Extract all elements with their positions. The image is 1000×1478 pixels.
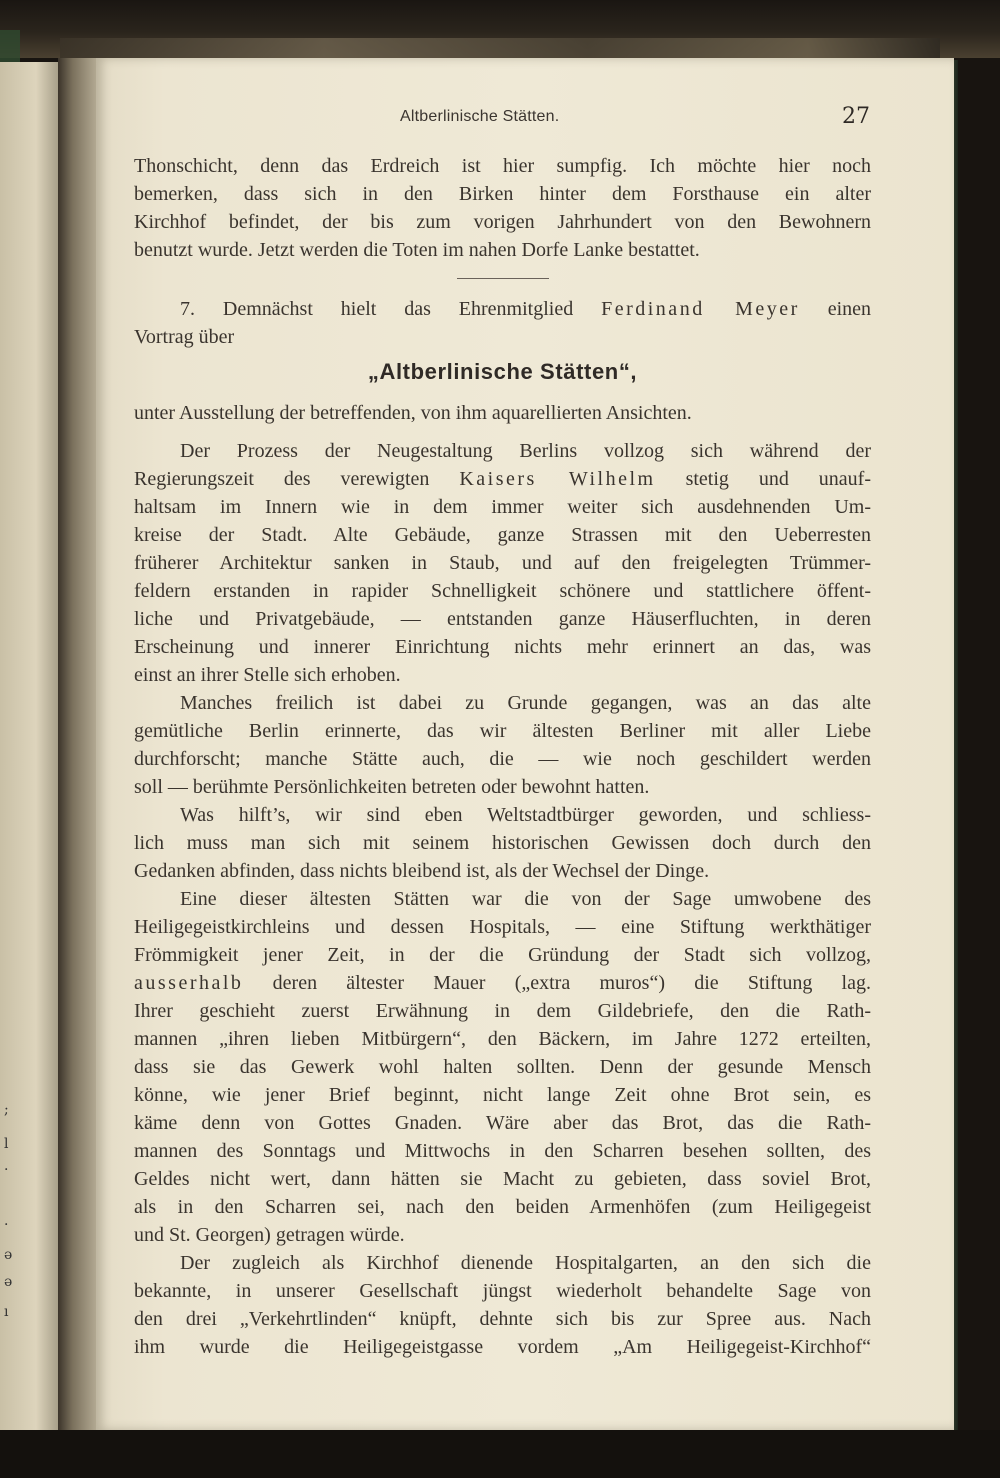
left-page-mark: ə bbox=[4, 1274, 13, 1290]
text-span: 7. Demnächst hielt das Ehrenmitglied bbox=[180, 298, 602, 320]
text-line: einst an ihrer Stelle sich erhoben. bbox=[134, 664, 401, 686]
text-span: einen bbox=[799, 298, 872, 320]
left-page-mark: ı bbox=[4, 1304, 9, 1320]
left-page-mark: l bbox=[4, 1136, 9, 1152]
text-line: lich muss man sich mit seinem historischen Gewissen doch durch den bbox=[134, 832, 871, 854]
book-page bbox=[96, 58, 954, 1430]
text-line: Was hilft’s, wir sind eben Weltstadtbürger geworden, und schliess- bbox=[180, 804, 871, 826]
text-line: Heiligegeistkirchleins und dessen Hospitals, — eine Stiftung werkthätiger bbox=[134, 916, 871, 938]
text-line: könne, wie jener Brief beginnt, nicht lange Zeit ohne Brot sein, es bbox=[134, 1084, 871, 1106]
text-line: Eine dieser ältesten Stätten war die von der Sage umwobene des bbox=[180, 888, 871, 910]
section-divider bbox=[457, 278, 549, 279]
emphasis-word: ausserhalb bbox=[134, 972, 244, 994]
previous-page-edge bbox=[0, 62, 62, 1432]
left-page-mark: · bbox=[4, 1217, 9, 1233]
text-line: Manches freilich ist dabei zu Grunde gegangen, was an das alte bbox=[180, 692, 871, 714]
text-line: und St. Georgen) getragen würde. bbox=[134, 1224, 405, 1246]
text-line: Vortrag über bbox=[134, 326, 235, 348]
text-line: Erscheinung und innerer Einrichtung nichts mehr erinnert an das, was bbox=[134, 636, 871, 658]
text-line: feldern erstanden in rapider Schnelligkeit schönere und stattlichere öffent- bbox=[134, 580, 871, 602]
page-header bbox=[96, 104, 954, 136]
text-line: ihm wurde die Heiligegeistgasse vordem „Am Heiligegeist-Kirchhof“ bbox=[134, 1336, 871, 1358]
page-number: 27 bbox=[842, 104, 870, 129]
text-line: kreise der Stadt. Alte Gebäude, ganze Strassen mit den Ueberresten bbox=[134, 524, 871, 546]
emperor-name: Kaisers Wilhelm bbox=[459, 468, 656, 490]
left-page-mark: · bbox=[4, 1162, 9, 1178]
text-line: bemerken, dass sich in den Birken hinter dem Forsthause ein alter bbox=[134, 183, 871, 205]
text-line: mannen des Sonntags und Mittwochs in den Scharren besehen sollten, des bbox=[134, 1140, 871, 1162]
text-line: haltsam im Innern wie in dem immer weiter sich ausdehnenden Um- bbox=[134, 496, 871, 518]
text-line: Der zugleich als Kirchhof dienende Hospitalgarten, an den sich die bbox=[180, 1252, 871, 1274]
text-line: durchforscht; manche Stätte auch, die — wie noch geschildert werden bbox=[134, 748, 871, 770]
speaker-name: Ferdinand Meyer bbox=[601, 298, 800, 320]
text-line bbox=[134, 465, 871, 493]
text-line: früherer Architektur sanken in Staub, und auf den freigelegten Trümmer- bbox=[134, 552, 871, 574]
lecture-title: „Altberlinische Stätten“, bbox=[367, 359, 638, 384]
left-page-mark: ə bbox=[4, 1247, 13, 1263]
text-line bbox=[134, 295, 871, 323]
text-line: Gedanken abfinden, dass nichts bleibend ist, als der Wechsel der Dinge. bbox=[134, 860, 710, 882]
text-line: Kirchhof befindet, der bis zum vorigen Jahrhundert von den Bewohnern bbox=[134, 211, 871, 233]
running-title: Altberlinische Stätten. bbox=[400, 108, 560, 125]
text-line: käme denn von Gottes Gnaden. Wäre aber das Brot, das die Rath- bbox=[134, 1112, 871, 1134]
text-line: den drei „Verkehrtlinden“ knüpft, dehnte sich bis zur Spree aus. Nach bbox=[134, 1308, 871, 1330]
text-line: Frömmigkeit jener Zeit, in der die Gründung der Stadt sich vollzog, bbox=[134, 944, 871, 966]
text-line: benutzt wurde. Jetzt werden die Toten im nahen Dorfe Lanke bestattet. bbox=[134, 239, 700, 261]
text-line: unter Ausstellung der betreffenden, von ihm aquarellierten Ansichten. bbox=[134, 402, 692, 424]
text-span: deren ältester Mauer („extra muros“) die Stiftung lag. bbox=[243, 972, 871, 994]
text-line: Ihrer geschieht zuerst Erwähnung in dem Gildebriefe, den die Rath- bbox=[134, 1000, 871, 1022]
text-line: soll — berühmte Persönlichkeiten betreten oder bewohnt hatten. bbox=[134, 776, 650, 798]
text-line: bekannte, in unserer Gesellschaft jüngst wiederholt behandelte Sage von bbox=[134, 1280, 871, 1302]
page-stack-edge bbox=[60, 38, 940, 60]
left-page-mark: ; bbox=[4, 1102, 9, 1118]
text-line: gemütliche Berlin erinnerte, das wir ältesten Berliner mit aller Liebe bbox=[134, 720, 871, 742]
page-body bbox=[134, 152, 871, 1361]
text-line bbox=[134, 969, 871, 997]
text-line: als in den Scharren sei, nach den beiden Armenhöfen (zum Heiligegeist bbox=[134, 1196, 871, 1218]
text-line: mannen „ihren lieben Mitbürgern“, den Bäckern, im Jahre 1272 erteilten, bbox=[134, 1028, 871, 1050]
text-line: Thonschicht, denn das Erdreich ist hier sumpfig. Ich möchte hier noch bbox=[134, 155, 871, 177]
text-line: Geldes nicht wert, dann hätten sie Macht zu gebieten, dass soviel Brot, bbox=[134, 1168, 871, 1190]
text-span: stetig und unauf- bbox=[655, 468, 872, 490]
binding-bottom bbox=[0, 1430, 1000, 1478]
text-line: dass sie das Gewerk wohl halten sollten. Denn der gesunde Mensch bbox=[134, 1056, 871, 1078]
text-line: liche und Privatgebäude, — entstanden ganze Häuserfluchten, in deren bbox=[134, 608, 871, 630]
text-span: Regierungszeit des verewigten bbox=[134, 468, 460, 490]
text-line: Der Prozess der Neugestaltung Berlins vollzog sich während der bbox=[180, 440, 871, 462]
